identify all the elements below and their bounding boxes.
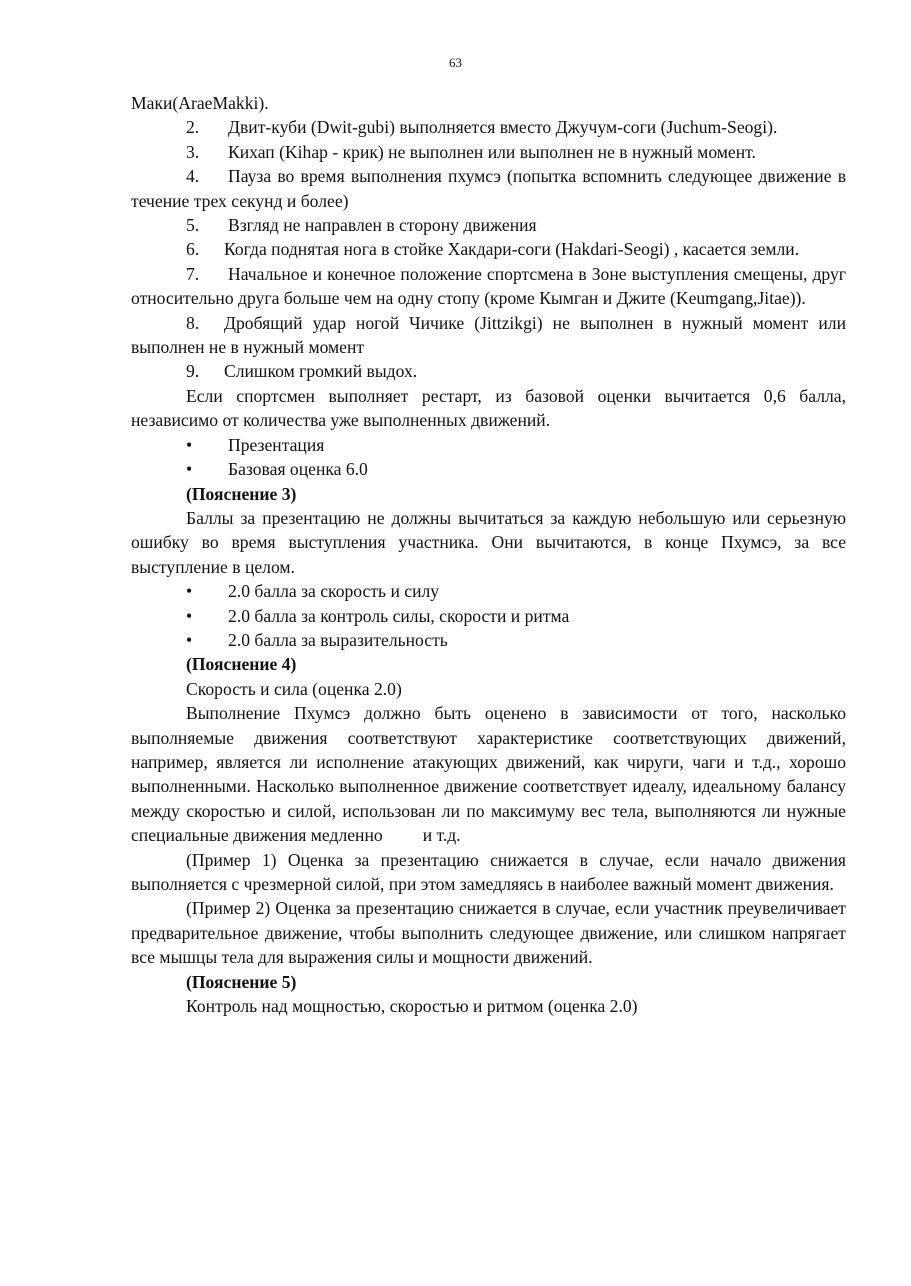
note-5-title: (Пояснение 5) [186, 971, 297, 992]
list-item-6: 6. Когда поднятая нога в стойке Хакдари-соги (Hakdari-Seogi) , касается земли. [186, 239, 800, 260]
speed-title: Скорость и сила (оценка 2.0) [186, 678, 402, 699]
bullet-item: • Презентация [186, 434, 325, 455]
bullet-item: • 2.0 балла за выразительность [186, 629, 448, 650]
list-item-3: 3. Кихап (Kihap - крик) не выполнен или выполнен не в нужный момент. [186, 141, 756, 162]
list-item-9: 9. Слишком громкий выдох. [186, 361, 418, 382]
list-item-7: 7. Начальное и конечное положение спортсмена в Зоне выступления смещены, друг относительно друга больше чем на одну стопу (кроме Кымган и Джите (Keumgang,Jitae)). [131, 263, 846, 309]
list-item-8: 8. Дробящий удар ногой Чичике (Jittzikgi) не выполнен в нужный момент или выполнен не в нужный момент [131, 312, 846, 358]
paragraph-restart: Если спортсмен выполняет рестарт, из базовой оценки вычитается 0,6 балла, независимо от количества уже выполненных движений. [131, 385, 846, 431]
note-3-text: Баллы за презентацию не должны вычитаться за каждую небольшую или серьезную ошибку во время выступления участника. Они вычитаются, в конце Пхумсэ, за все выступление в целом. [131, 507, 846, 577]
example-2: (Пример 2) Оценка за презентацию снижается в случае, если участник преувеличивает предварительное движение, чтобы выполнить следующее движение, или слишком напрягает все мышцы тела для выражения силы и мощности движений. [131, 898, 846, 968]
list-item-4: 4. Пауза во время выполнения пхумсэ (попытка вспомнить следующее движение в течение трех секунд и более) [131, 166, 846, 211]
page-number: 63 [449, 55, 462, 70]
bullet-item: • Базовая оценка 6.0 [186, 459, 368, 480]
page-body [131, 91, 846, 1018]
note-4-title: (Пояснение 4) [186, 654, 297, 675]
note-3-title: (Пояснение 3) [186, 483, 297, 504]
speed-text: Выполнение Пхумсэ должно быть оценено в зависимости от того, насколько выполняемые движения соответствуют характеристике соответствующих движений, например, является ли исполнение атакующих движений, как чируги, чаги и т.д., хорошо выполненными. Насколько выполненное движение соответствует идеалу, идеальному балансу между скоростью и силой, использован ли по максимуму вес тела, выполняются ли нужные специальные движения медленно и т.д. [131, 703, 846, 846]
example-1: (Пример 1) Оценка за презентацию снижается в случае, если начало движения выполняется с чрезмерной силой, при этом замедляясь в наиболее важный момент движения. [131, 849, 846, 894]
paragraph-intro: Маки(AraeMakki). [131, 93, 269, 113]
bullet-item: • 2.0 балла за контроль силы, скорости и ритма [186, 605, 570, 626]
control-title: Контроль над мощностью, скоростью и ритмом (оценка 2.0) [186, 996, 638, 1017]
list-item-5: 5. Взгляд не направлен в сторону движения [186, 215, 537, 236]
bullet-item: • 2.0 балла за скорость и силу [186, 581, 440, 602]
list-item-2: 2. Двит-куби (Dwit-gubi) выполняется вместо Джучум-соги (Juchum-Seogi). [186, 117, 778, 138]
